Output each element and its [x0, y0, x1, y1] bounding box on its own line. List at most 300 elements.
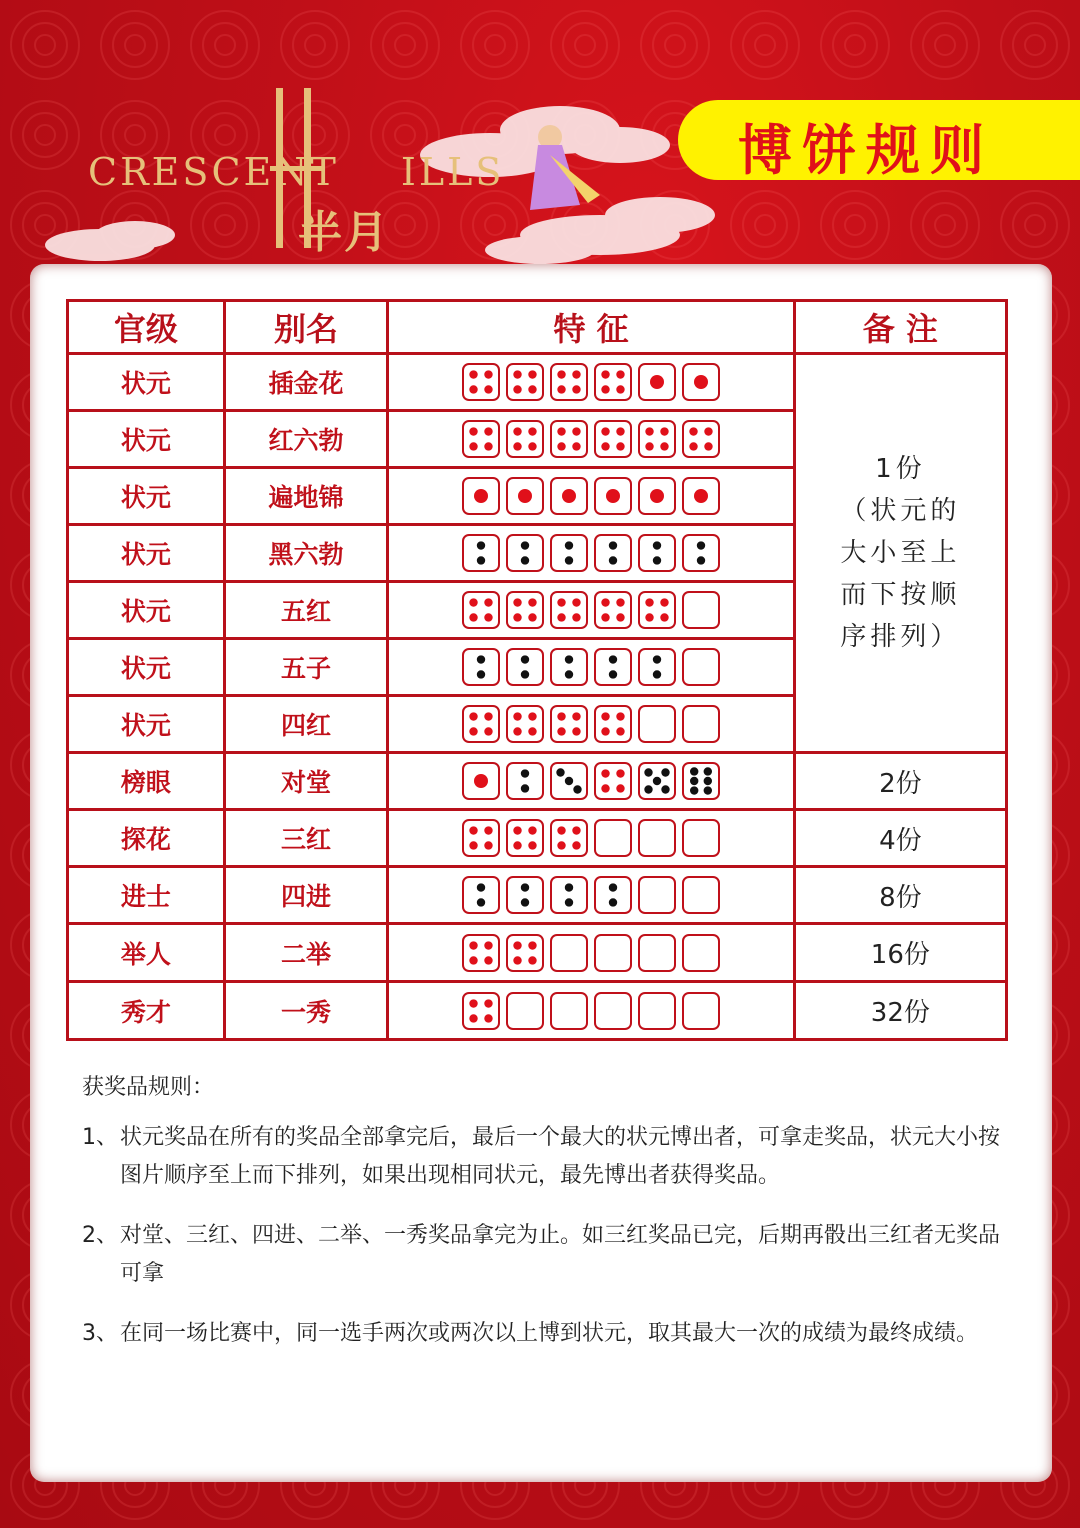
die-pip — [521, 541, 529, 549]
die-pip — [484, 613, 492, 621]
dice-set — [389, 819, 792, 857]
die-pip — [572, 613, 580, 621]
die-pip — [528, 370, 536, 378]
rule-number: 3、 — [82, 1321, 118, 1346]
dice-cell — [388, 639, 794, 696]
rank-cell: 探花 — [68, 810, 225, 867]
die-pip — [484, 712, 492, 720]
die-pip — [528, 727, 536, 735]
die-pip — [469, 712, 477, 720]
die-pip — [653, 670, 661, 678]
die-face-4 — [594, 705, 632, 743]
die-pip — [565, 670, 573, 678]
alias-cell: 五子 — [224, 639, 388, 696]
die-pip — [653, 556, 661, 564]
die-blank — [682, 934, 720, 972]
die-pip — [601, 427, 609, 435]
die-pip — [601, 727, 609, 735]
dice-cell — [388, 924, 794, 982]
dice-set — [389, 420, 792, 458]
die-pip — [562, 489, 576, 503]
die-pip — [528, 598, 536, 606]
note-cell: 32份 — [794, 982, 1006, 1040]
rank-cell: 榜眼 — [68, 753, 225, 810]
die-pip — [469, 826, 477, 834]
die-face-1 — [682, 477, 720, 515]
die-pip — [469, 941, 477, 949]
die-pip — [521, 898, 529, 906]
die-face-2 — [594, 876, 632, 914]
dice-cell — [388, 468, 794, 525]
die-face-4 — [462, 819, 500, 857]
die-pip — [601, 370, 609, 378]
alias-cell: 二举 — [224, 924, 388, 982]
die-pip — [484, 427, 492, 435]
die-pip — [565, 556, 573, 564]
die-blank — [682, 648, 720, 686]
note-line: 而下按顺 — [840, 580, 961, 610]
die-pip — [572, 442, 580, 450]
die-pip — [609, 898, 617, 906]
alias-cell: 对堂 — [224, 753, 388, 810]
header-rank: 官级 — [68, 301, 225, 354]
die-face-4 — [594, 363, 632, 401]
die-face-4 — [594, 420, 632, 458]
die-pip — [513, 370, 521, 378]
logo-latin-text: CRESCENT ILLS — [88, 150, 505, 194]
die-pip — [660, 427, 668, 435]
die-pip — [484, 370, 492, 378]
die-pip — [469, 385, 477, 393]
die-pip — [477, 541, 485, 549]
die-face-4 — [506, 363, 544, 401]
die-face-5 — [638, 762, 676, 800]
die-pip — [484, 841, 492, 849]
die-face-4 — [462, 934, 500, 972]
die-face-2 — [462, 648, 500, 686]
dice-cell — [388, 810, 794, 867]
die-face-1 — [550, 477, 588, 515]
die-pip — [644, 768, 652, 776]
die-pip — [557, 427, 565, 435]
die-pip — [557, 598, 565, 606]
die-face-6 — [682, 762, 720, 800]
die-pip — [521, 784, 529, 792]
header-feature: 特 征 — [388, 301, 794, 354]
rule-text: 在同一场比赛中，同一选手两次或两次以上博到状元，取其最大一次的成绩为最终成绩。 — [120, 1321, 979, 1346]
dice-set — [389, 477, 792, 515]
alias-cell: 三红 — [224, 810, 388, 867]
dice-set — [389, 762, 792, 800]
die-pip — [565, 883, 573, 891]
die-face-2 — [682, 534, 720, 572]
dice-set — [389, 363, 792, 401]
die-pip — [557, 385, 565, 393]
die-blank — [550, 934, 588, 972]
crescent-hills-logo — [88, 88, 505, 258]
die-pip — [477, 655, 485, 663]
die-face-4 — [462, 363, 500, 401]
die-pip — [556, 768, 564, 776]
die-face-3 — [550, 762, 588, 800]
die-pip — [528, 385, 536, 393]
die-pip — [513, 712, 521, 720]
die-blank — [682, 705, 720, 743]
die-pip — [557, 712, 565, 720]
die-pip — [557, 826, 565, 834]
die-pip — [689, 427, 697, 435]
rules-panel — [30, 264, 1052, 1482]
die-pip — [601, 712, 609, 720]
die-pip — [661, 768, 669, 776]
rank-cell: 状元 — [68, 696, 225, 753]
die-pip — [704, 427, 712, 435]
die-pip — [609, 670, 617, 678]
die-pip — [528, 427, 536, 435]
die-pip — [469, 427, 477, 435]
die-pip — [690, 767, 698, 775]
die-pip — [513, 826, 521, 834]
die-pip — [601, 385, 609, 393]
dice-cell — [388, 525, 794, 582]
die-pip — [565, 777, 573, 785]
die-face-2 — [638, 648, 676, 686]
die-blank — [594, 992, 632, 1030]
dice-cell — [388, 354, 794, 411]
rule-item — [82, 1217, 1002, 1293]
die-pip — [477, 556, 485, 564]
table-row — [68, 982, 1007, 1040]
die-face-4 — [462, 591, 500, 629]
die-pip — [704, 786, 712, 794]
alias-cell: 红六勃 — [224, 411, 388, 468]
die-face-2 — [506, 762, 544, 800]
header-alias: 别名 — [224, 301, 388, 354]
die-face-2 — [506, 648, 544, 686]
die-pip — [513, 442, 521, 450]
die-pip — [557, 727, 565, 735]
die-pip — [616, 385, 624, 393]
rank-cell: 状元 — [68, 468, 225, 525]
die-face-1 — [506, 477, 544, 515]
die-pip — [697, 556, 705, 564]
die-blank — [682, 876, 720, 914]
die-face-4 — [462, 992, 500, 1030]
die-face-4 — [550, 705, 588, 743]
rank-cell: 状元 — [68, 639, 225, 696]
die-blank — [506, 992, 544, 1030]
die-face-2 — [506, 876, 544, 914]
rank-cell: 状元 — [68, 582, 225, 639]
die-face-4 — [594, 591, 632, 629]
die-pip — [484, 385, 492, 393]
dice-cell — [388, 867, 794, 924]
die-pip — [694, 489, 708, 503]
die-blank — [638, 934, 676, 972]
die-pip — [616, 370, 624, 378]
die-pip — [521, 655, 529, 663]
alias-cell: 插金花 — [224, 354, 388, 411]
dice-set — [389, 876, 792, 914]
die-pip — [469, 598, 477, 606]
die-pip — [469, 613, 477, 621]
die-pip — [690, 786, 698, 794]
die-pip — [528, 613, 536, 621]
die-pip — [645, 427, 653, 435]
prize-rules — [82, 1070, 1002, 1375]
die-pip — [521, 670, 529, 678]
alias-cell: 四进 — [224, 867, 388, 924]
die-pip — [704, 767, 712, 775]
die-pip — [572, 598, 580, 606]
note-cell: 8份 — [794, 867, 1006, 924]
die-pip — [474, 489, 488, 503]
die-pip — [572, 427, 580, 435]
die-pip — [606, 489, 620, 503]
die-face-4 — [462, 705, 500, 743]
die-pip — [484, 727, 492, 735]
die-pip — [484, 826, 492, 834]
die-face-2 — [550, 648, 588, 686]
die-pip — [469, 727, 477, 735]
die-pip — [557, 841, 565, 849]
dice-cell — [388, 411, 794, 468]
die-pip — [694, 375, 708, 389]
die-pip — [484, 941, 492, 949]
rule-item — [82, 1119, 1002, 1195]
die-pip — [653, 777, 661, 785]
die-pip — [616, 613, 624, 621]
die-pip — [528, 712, 536, 720]
die-blank — [638, 819, 676, 857]
die-face-4 — [506, 819, 544, 857]
die-face-4 — [506, 934, 544, 972]
die-pip — [601, 613, 609, 621]
die-pip — [645, 598, 653, 606]
die-pip — [528, 956, 536, 964]
rule-text: 对堂、三红、四进、二举、一秀奖品拿完为止。如三红奖品已完，后期再骰出三红者无奖品可拿 — [120, 1223, 1001, 1286]
rank-cell: 进士 — [68, 867, 225, 924]
die-blank — [594, 934, 632, 972]
die-blank — [638, 705, 676, 743]
dice-set — [389, 591, 792, 629]
dice-set — [389, 992, 792, 1030]
die-pip — [513, 941, 521, 949]
die-blank — [594, 819, 632, 857]
die-face-1 — [638, 477, 676, 515]
rule-number: 1、 — [82, 1125, 118, 1150]
die-pip — [513, 598, 521, 606]
rules-table — [66, 299, 1008, 1041]
die-pip — [601, 442, 609, 450]
die-face-4 — [682, 420, 720, 458]
table-row — [68, 810, 1007, 867]
die-pip — [528, 826, 536, 834]
dice-set — [389, 705, 792, 743]
die-pip — [469, 442, 477, 450]
page-title: 博饼规则 — [738, 119, 994, 182]
die-pip — [484, 442, 492, 450]
die-pip — [469, 841, 477, 849]
note-cell: 2份 — [794, 753, 1006, 810]
die-face-2 — [462, 534, 500, 572]
die-pip — [474, 774, 488, 788]
die-pip — [513, 956, 521, 964]
die-pip — [513, 385, 521, 393]
alias-cell: 五红 — [224, 582, 388, 639]
rule-item — [82, 1315, 1002, 1353]
die-face-2 — [638, 534, 676, 572]
dice-cell — [388, 696, 794, 753]
die-face-2 — [550, 876, 588, 914]
die-face-4 — [594, 762, 632, 800]
logo-chinese-text: 半月 — [298, 207, 390, 258]
rank-cell: 状元 — [68, 354, 225, 411]
die-face-2 — [462, 876, 500, 914]
dice-cell — [388, 753, 794, 810]
die-pip — [660, 598, 668, 606]
dice-cell — [388, 582, 794, 639]
die-blank — [638, 876, 676, 914]
die-pip — [513, 841, 521, 849]
die-pip — [653, 655, 661, 663]
die-pip — [572, 712, 580, 720]
alias-cell: 一秀 — [224, 982, 388, 1040]
note-line: （状元的 — [840, 496, 961, 526]
die-pip — [644, 785, 652, 793]
zhuangyuan-note-cell — [794, 354, 1006, 753]
die-pip — [616, 769, 624, 777]
die-pip — [477, 898, 485, 906]
die-pip — [484, 1014, 492, 1022]
die-pip — [513, 613, 521, 621]
die-pip — [565, 541, 573, 549]
dice-set — [389, 534, 792, 572]
die-pip — [660, 613, 668, 621]
rule-text: 状元奖品在所有的奖品全部拿完后，最后一个最大的状元博出者，可拿走奖品，状元大小按图片顺序至上而下排列，如果出现相同状元，最先博出者获得奖品。 — [120, 1125, 1001, 1188]
rank-cell: 秀才 — [68, 982, 225, 1040]
die-pip — [565, 898, 573, 906]
die-face-4 — [550, 591, 588, 629]
die-face-4 — [506, 591, 544, 629]
die-pip — [609, 556, 617, 564]
note-line: 1份 — [875, 454, 926, 484]
die-face-2 — [594, 534, 632, 572]
die-blank — [550, 992, 588, 1030]
die-face-1 — [682, 363, 720, 401]
die-pip — [513, 727, 521, 735]
die-pip — [616, 712, 624, 720]
alias-cell: 黑六勃 — [224, 525, 388, 582]
die-pip — [557, 370, 565, 378]
rank-cell: 状元 — [68, 525, 225, 582]
die-blank — [638, 992, 676, 1030]
die-pip — [513, 427, 521, 435]
die-pip — [645, 442, 653, 450]
die-face-4 — [550, 363, 588, 401]
die-pip — [477, 883, 485, 891]
rank-cell: 举人 — [68, 924, 225, 982]
die-pip — [521, 883, 529, 891]
note-line: 序排列） — [840, 622, 961, 652]
die-pip — [521, 769, 529, 777]
die-pip — [653, 541, 661, 549]
die-pip — [477, 670, 485, 678]
die-face-2 — [550, 534, 588, 572]
table-row — [68, 753, 1007, 810]
die-pip — [704, 777, 712, 785]
die-pip — [469, 370, 477, 378]
rank-cell: 状元 — [68, 411, 225, 468]
die-pip — [528, 941, 536, 949]
die-blank — [682, 819, 720, 857]
die-pip — [484, 598, 492, 606]
die-pip — [601, 769, 609, 777]
die-pip — [557, 442, 565, 450]
die-blank — [682, 992, 720, 1030]
die-pip — [661, 785, 669, 793]
table-row — [68, 867, 1007, 924]
die-face-4 — [506, 420, 544, 458]
table-header-row — [68, 301, 1007, 354]
die-pip — [616, 784, 624, 792]
alias-cell: 遍地锦 — [224, 468, 388, 525]
rules-title: 获奖品规则： — [82, 1075, 215, 1100]
die-pip — [601, 784, 609, 792]
die-pip — [565, 655, 573, 663]
header-note: 备 注 — [794, 301, 1006, 354]
alias-cell: 四红 — [224, 696, 388, 753]
die-pip — [572, 370, 580, 378]
die-face-2 — [506, 534, 544, 572]
die-pip — [609, 541, 617, 549]
die-pip — [616, 727, 624, 735]
die-pip — [518, 489, 532, 503]
die-pip — [572, 841, 580, 849]
table-row — [68, 924, 1007, 982]
die-pip — [469, 1014, 477, 1022]
die-face-1 — [462, 477, 500, 515]
die-pip — [616, 442, 624, 450]
die-pip — [704, 442, 712, 450]
die-pip — [484, 999, 492, 1007]
die-face-2 — [594, 648, 632, 686]
die-face-1 — [594, 477, 632, 515]
die-pip — [660, 442, 668, 450]
die-pip — [573, 785, 581, 793]
die-pip — [609, 883, 617, 891]
die-face-4 — [638, 420, 676, 458]
dice-set — [389, 934, 792, 972]
die-pip — [690, 777, 698, 785]
die-pip — [528, 442, 536, 450]
die-pip — [484, 956, 492, 964]
rule-number: 2、 — [82, 1223, 118, 1248]
note-cell: 4份 — [794, 810, 1006, 867]
die-face-1 — [462, 762, 500, 800]
die-pip — [609, 655, 617, 663]
die-pip — [616, 598, 624, 606]
die-blank — [682, 591, 720, 629]
die-pip — [645, 613, 653, 621]
die-pip — [528, 841, 536, 849]
die-pip — [601, 598, 609, 606]
die-pip — [521, 556, 529, 564]
die-pip — [572, 385, 580, 393]
die-pip — [572, 826, 580, 834]
die-face-4 — [506, 705, 544, 743]
die-pip — [616, 427, 624, 435]
